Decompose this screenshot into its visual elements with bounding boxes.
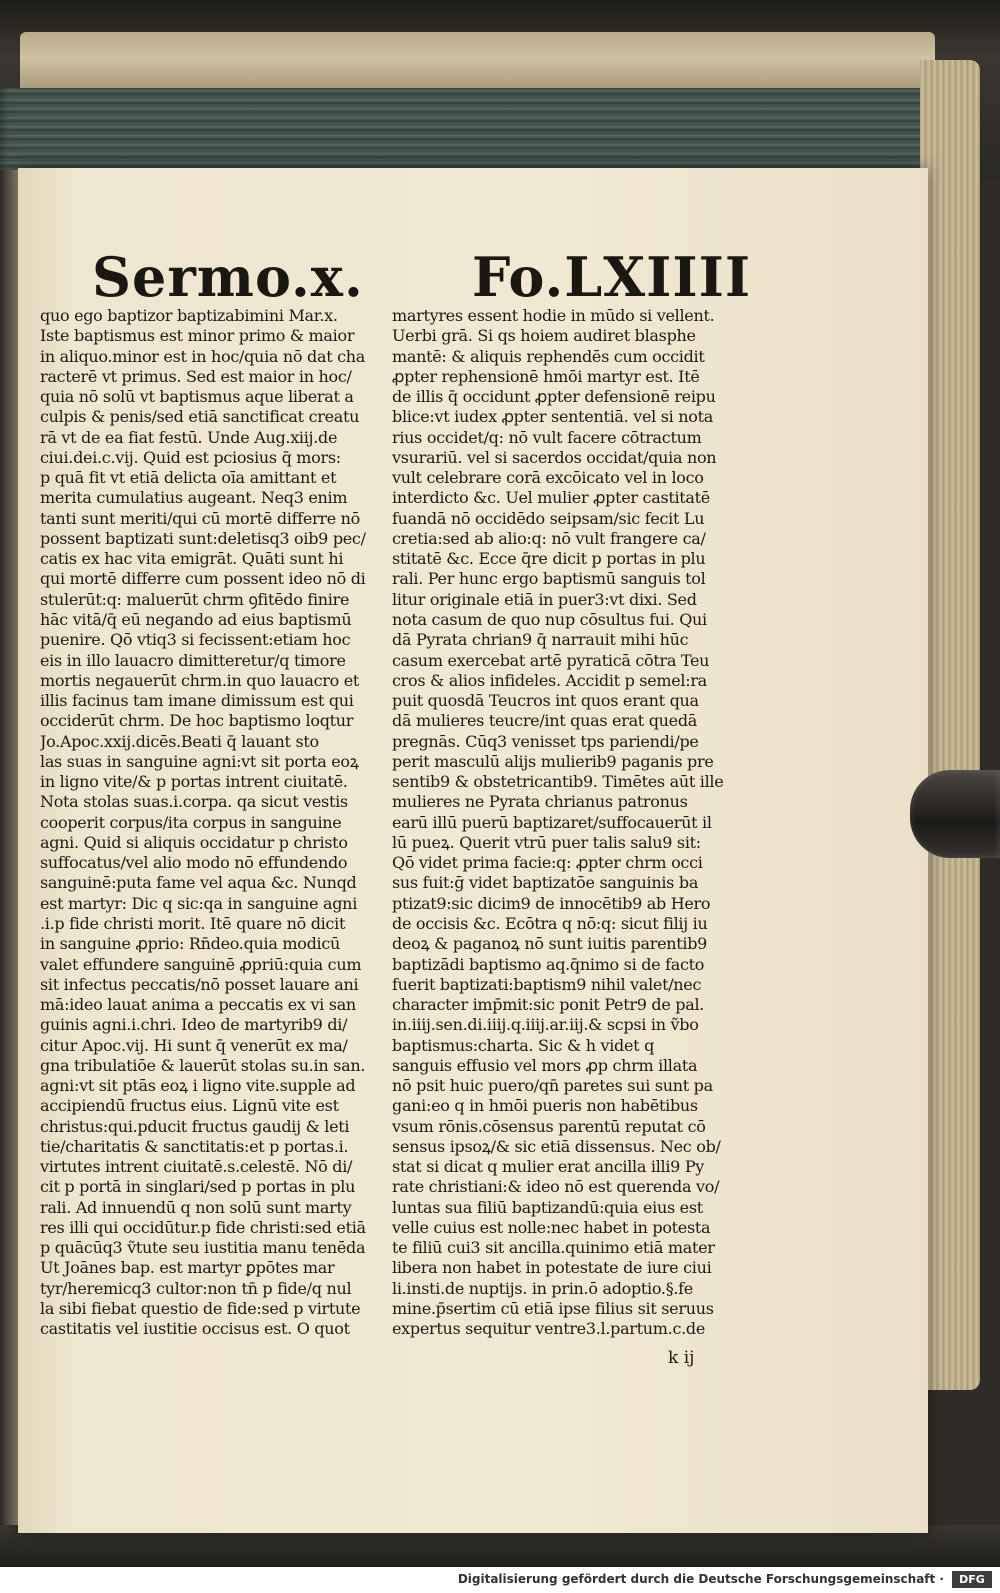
text-line: stulerūt:q: maluerūt chrm ꝯfitēdo finire (40, 589, 350, 609)
text-line: ciui.dei.c.vij. Quid est pciosius q̄ mors: (40, 447, 341, 467)
text-line: martyres essent hodie in mūdo si vellent. (392, 306, 715, 325)
text-line: occiderūt chrm. De hoc baptismo loqtur (40, 711, 354, 731)
text-line: dā Pyrata chrian9 q̄ narrauit mihi hūc (392, 630, 689, 650)
text-line: in.iiij.sen.di.iiij.q.iiij.ar.iij.& scpsi in ṽbo (392, 1015, 699, 1035)
signature-mark: k ij (668, 1348, 695, 1368)
text-line: culpis & penis/sed etiā sanctificat creatu (40, 407, 360, 427)
text-line: te filiū cui3 sit ancilla.quinimo etiā mater (392, 1238, 715, 1258)
text-line: citur Apoc.vij. Hi sunt q̄ venerūt ex ma/ (40, 1035, 348, 1055)
text-line: cit p portā in singlari/sed p portas in plu (40, 1177, 356, 1197)
text-line: rius occidet/q: nō vult facere cōtractum (392, 427, 702, 447)
text-line: tyr/heremicq3 cultor:non tn̄ p fide/q nul (40, 1278, 352, 1298)
text-line: guinis agni.i.chri. Ideo de martyrib9 di/ (40, 1015, 348, 1035)
text-line: nō psit huic puero/qn̄ paretes sui sunt pa (392, 1076, 713, 1096)
text-line: hāc vitā/q̄ eū negando ad eius baptismū (40, 609, 352, 629)
text-line: agni. Quid si aliquis occidatur p christo (40, 832, 348, 852)
text-line: stitatē &c. Ecce q̄re dicit p portas in plu (392, 549, 706, 569)
text-line: puit quosdā Teucros int quos erant qua (392, 691, 699, 711)
text-line: baptizādi baptismo aq.q̄nimo si de facto (392, 954, 705, 974)
text-line: expertus sequitur ventre3.l.partum.c.de (392, 1319, 706, 1339)
dfg-logo: DFG (952, 1571, 992, 1588)
text-line: sit infectus peccatis/nō posset lauare ani (40, 974, 359, 994)
text-line: ptizat9:sic dicim9 de innocētib9 ab Hero (392, 893, 711, 913)
text-line: mortis negauerūt chrm.in quo lauacro et (40, 670, 360, 690)
text-line: interdicto &c. Uel mulier ꝓpter castitatē (392, 488, 710, 508)
text-line: stat si dicat q mulier erat ancilla illi9 Py (392, 1157, 705, 1177)
text-line: character imp̄mit:sic ponit Petr9 de pal. (392, 995, 705, 1015)
text-line: accipiendū fructus eius. Lignū vite est (40, 1096, 339, 1116)
text-line: in sanguine ꝓprio: Rn̄deo.quia modicū (40, 934, 341, 954)
text-line: sanguinē:puta fame vel aqua &c. Nunqd (40, 873, 357, 893)
text-line: merita cumulatius augeant. Neq3 enim (40, 488, 348, 508)
page-stack-right (920, 60, 980, 1390)
text-line: Ut Joānes bap. est martyr ꝑpōtes mar (40, 1258, 335, 1278)
text-line: casum exercebat artē pyraticā cōtra Teu (392, 650, 710, 670)
text-column-right (392, 306, 762, 1340)
text-line: sus fuit:ḡ videt baptizatōe sanguinis ba (392, 873, 699, 893)
text-line: cooperit corpus/ita corpus in sanguine (40, 812, 342, 832)
text-line: fuerit baptizati:baptism9 nihil valet/nec (392, 974, 702, 994)
text-line: in ligno vite/& p portas intrent ciuitatē. (40, 772, 348, 792)
text-line: Uerbi grā. Si qs hoiem audiret blasphe (392, 326, 696, 346)
text-line: tanti sunt meriti/qui cū mortē differre nō (40, 508, 360, 528)
text-line: mā:ideo lauat anima a peccatis ex vi san (40, 995, 356, 1015)
text-line: rali. Ad innuendū q non solū sunt marty (40, 1197, 352, 1217)
text-line: in aliquo.minor est in hoc/quia nō dat cha (40, 346, 366, 366)
text-line: baptismus:charta. Sic & h videt q (392, 1035, 655, 1055)
text-line: virtutes intrent ciuitatē.s.celestē. Nō di/ (40, 1157, 353, 1177)
text-line: p quācūq3 ṽtute seu iustitia manu tenēda (40, 1238, 366, 1258)
text-line: sentib9 & obstetricantib9. Timētes aūt ille (392, 772, 724, 792)
text-line: puenire. Qō vtiq3 si fecissent:etiam hoc (40, 630, 351, 650)
text-line: qui mortē differre cum possent ideo nō di (40, 569, 366, 589)
footer-bar (0, 1567, 1000, 1593)
text-line: quo ego baptizor baptizabimini Mar.x. (40, 306, 338, 325)
text-line: racterē vt primus. Sed est maior in hoc/ (40, 366, 352, 386)
text-line: .i.p fide christi morit. Itē quare nō dicit (40, 913, 346, 933)
text-line: lū pueꝝ. Querit vtrū puer talis salu9 sit: (392, 832, 701, 852)
text-line: res illi qui occidūtur.p fide christi:sed etiā (40, 1217, 366, 1237)
text-line: cros & alios infideles. Accidit p semel:ra (392, 670, 707, 690)
text-line: rate christiani:& ideo nō est querenda vo/ (392, 1177, 720, 1197)
text-column-left (40, 306, 408, 1340)
page-stack-top (20, 32, 935, 90)
text-line: libera non habet in potestate de iure ciui (392, 1258, 712, 1278)
text-line: sanguis effusio vel mors ꝓp chrm illata (392, 1055, 698, 1075)
text-line: p quā fit vt etiā delicta oīa amittant et (40, 468, 337, 488)
text-line: nota casum de quo nup cōsultus fui. Qui (392, 609, 707, 629)
text-line: castitatis vel iustitie occisus est. O quot (40, 1319, 350, 1339)
text-line: catis ex hac vita emigrāt. Quāti sunt hi (40, 549, 344, 569)
text-line: earū illū puerū baptizaret/suffocauerūt il (392, 812, 712, 832)
text-line: cretia:sed ab alio:q: nō vult frangere ca/ (392, 528, 706, 548)
text-line: fuandā nō occidēdo seipsam/sic fecit Lu (392, 508, 705, 528)
text-line: Qō videt prima facie:q: ꝓpter chrm occi (392, 853, 703, 873)
text-line: li.insti.de nuptijs. in prin.ō adoptio.§.fe (392, 1278, 693, 1298)
text-line: la sibi fiebat questio de fide:sed p virtute (40, 1299, 361, 1319)
text-line: vsum rōnis.cōsensus parentū reputat cō (392, 1116, 706, 1136)
text-line: agni:vt sit ptās eoꝝ i ligno vite.supple ad (40, 1076, 356, 1096)
text-line: vult celebrare corā excōicato vel in loco (392, 468, 704, 488)
folio-number: Fo.LXIIII (472, 245, 752, 309)
text-line: de illis q̄ occidunt ꝓpter defensionē reipu (392, 387, 716, 407)
text-line: dā mulieres teucre/int quas erat quedā (392, 711, 698, 731)
running-head-left: Sermo.x. (92, 245, 364, 309)
text-line: mulieres ne Pyrata chrianus patronus (392, 792, 688, 812)
text-line: mine.p̄sertim cū etiā ipse filius sit seruus (392, 1299, 714, 1319)
text-line: tie/charitatis & sanctitatis:et p portas.i. (40, 1136, 349, 1156)
text-line: est martyr: Dic q sic:qa in sanguine agni (40, 893, 358, 913)
text-line: valet effundere sanguinē ꝓpriū:quia cum (40, 954, 362, 974)
text-line: christus:qui.pducit fructus gaudij & leti (40, 1116, 350, 1136)
text-line: de occisis &c. Ecōtra q nō:q: sicut filij iu (392, 913, 708, 933)
text-line: suffocatus/vel alio modo nō effundendo (40, 853, 348, 873)
text-line: Jo.Apoc.xxij.dicēs.Beati q̄ lauant sto (40, 731, 319, 751)
text-line: blice:vt iudex ꝓpter sententiā. vel si nota (392, 407, 713, 427)
text-line: ꝓpter rephensionē hmōi martyr est. Itē (392, 366, 700, 386)
text-line: gani:eo q in hmōi pueris non habētibus (392, 1096, 698, 1116)
footer-credit: Digitalisierung gefördert durch die Deutsche Forschungsgemeinschaft · (457, 1572, 944, 1586)
text-line: Iste baptismus est minor primo & maior (40, 326, 355, 346)
text-line: quia nō solū vt baptismus aque liberat a (40, 387, 354, 407)
text-line: illis facinus tam imane dimissum est qui (40, 691, 354, 711)
text-line: possent baptizati sunt:deletisq3 oib9 pec/ (40, 528, 366, 548)
text-line: rā vt de ea fiat festū. Unde Aug.xiij.de (40, 427, 338, 447)
text-line: gna tribulatiōe & lauerūt stolas su.in san. (40, 1055, 366, 1075)
text-line: perit masculū alijs mulierib9 paganis pre (392, 751, 714, 771)
page-clip (910, 770, 1000, 858)
text-line: deoꝝ & paganoꝝ nō sunt iuitis parentib9 (392, 934, 708, 954)
text-line: pregnās. Cūq3 venisset tps pariendi/pe (392, 731, 699, 751)
text-line: eis in illo lauacro dimitteretur/q timore (40, 650, 346, 670)
text-line: vsurariū. vel si sacerdos occidat/quia non (392, 447, 717, 467)
text-line: rali. Per hunc ergo baptismū sanguis tol (392, 569, 706, 589)
text-line: mantē: & aliquis rephendēs cum occidit (392, 346, 705, 366)
text-line: luntas sua filiū baptizandū:quia eius est (392, 1197, 703, 1217)
text-line: Nota stolas suas.i.corpa. qa sicut vestis (40, 792, 348, 812)
text-line: las suas in sanguine agni:vt sit porta eoꝝ (40, 751, 359, 771)
text-line: velle cuius est nolle:nec habet in potesta (392, 1217, 711, 1237)
text-line: litur originale etiā in puer3:vt dixi. Sed (392, 589, 697, 609)
text-line: sensus ipsoꝝ/& sic etiā dissensus. Nec ob/ (392, 1136, 721, 1156)
